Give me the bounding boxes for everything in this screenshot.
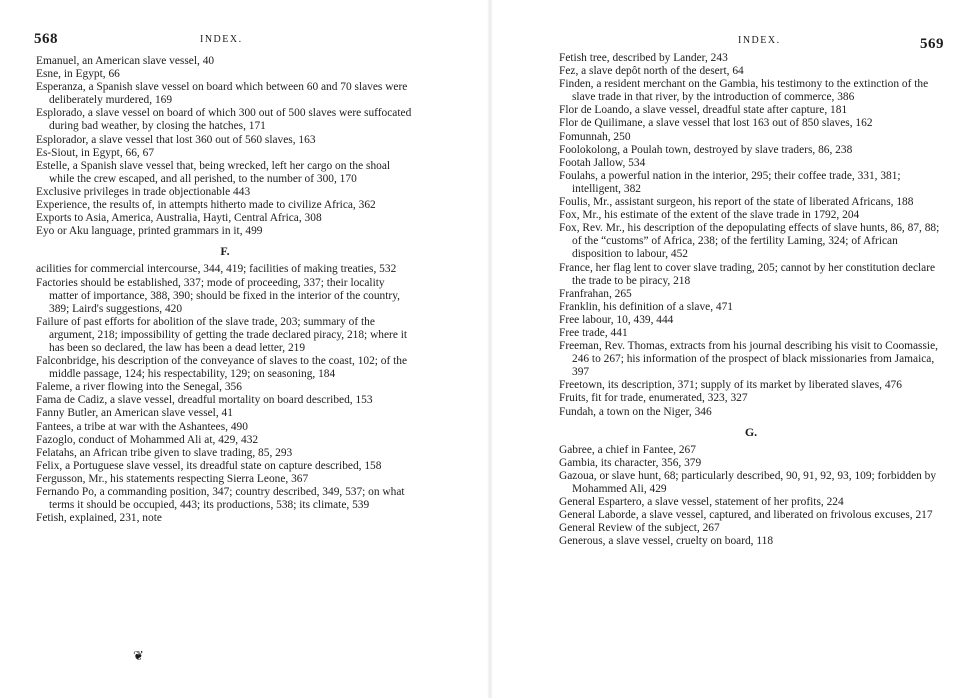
index-entry: Felatahs, an African tribe given to slave trading, 85, 293 (36, 446, 293, 459)
index-entry: Fomunnah, 250 (559, 130, 631, 143)
index-entry: General Espartero, a slave vessel, statement of her profits, 224 (559, 496, 844, 509)
index-entry: Free trade, 441 (559, 326, 628, 339)
index-entry: Fergusson, Mr., his statements respecting Sierra Leone, 367 (36, 472, 309, 485)
index-column-left (36, 55, 414, 525)
index-entry: Freeman, Rev. Thomas, extracts from his journal describing his visit to Coomassie, 246 to 267; his information of the prospect of black missionaries from Jamaica, 397 (559, 340, 938, 379)
index-entry: Fetish, explained, 231, note (36, 512, 162, 525)
index-entry: Esplorado, a slave vessel on board of which 300 out of 500 slaves were suffocated during bad weather, by closing the hatches, 171 (36, 107, 412, 133)
ink-mark-icon: ❦ (133, 648, 144, 663)
index-entry: Flor de Loando, a slave vessel, dreadful state after capture, 181 (559, 104, 848, 117)
index-entry: Esne, in Egypt, 66 (36, 68, 120, 81)
index-entry: Failure of past efforts for abolition of the slave trade, 203; summary of the argument, 218; impossibility of getting the trade declared piracy, 218; where it has been so declared, the law has been a dead letter, 219 (36, 315, 408, 354)
index-entry: Esperanza, a Spanish slave vessel on board which between 60 and 70 slaves were deliberately murdered, 169 (36, 81, 408, 107)
index-entry: Fantees, a tribe at war with the Ashantees, 490 (36, 420, 248, 433)
entry-list (36, 263, 414, 525)
right-page (490, 0, 980, 698)
index-entry: Foulis, Mr., assistant surgeon, his report of the state of liberated Africans, 188 (559, 196, 914, 209)
index-column-right (559, 52, 943, 548)
index-entry: Experience, the results of, in attempts hitherto made to civilize Africa, 362 (36, 199, 376, 212)
index-entry: Exports to Asia, America, Australia, Hayti, Central Africa, 308 (36, 212, 322, 225)
index-entry: Fazoglo, conduct of Mohammed Ali at, 429, 432 (36, 433, 259, 446)
index-entry: France, her flag lent to cover slave trading, 205; cannot by her constitution declare the trade to be piracy, 218 (559, 261, 936, 287)
index-entry: Foolokolong, a Poulah town, destroyed by slave traders, 86, 238 (559, 143, 853, 156)
index-entry: Franklin, his definition of a slave, 471 (559, 300, 733, 313)
index-entry: Fox, Rev. Mr., his description of the depopulating effects of slave hunts, 86, 87, 88; of the “customs” of Africa, 238; of the fertility Laming, 324; of African disposition to labour, 452 (559, 222, 940, 261)
index-entry: Fetish tree, described by Lander, 243 (559, 52, 728, 64)
running-head: INDEX. (738, 35, 781, 46)
index-entry: Free labour, 10, 439, 444 (559, 313, 674, 326)
index-entry: Finden, a resident merchant on the Gambia, his testimony to the extinction of the slave trade in that river, by the introduction of commerce, 386 (559, 78, 929, 104)
index-entry: Faleme, a river flowing into the Senegal, 356 (36, 381, 242, 394)
index-entry: Fundah, a town on the Niger, 346 (559, 405, 712, 418)
index-entry: acilities for commercial intercourse, 344, 419; facilities of making treaties, 532 (36, 263, 397, 276)
index-entry: General Review of the subject, 267 (559, 522, 720, 535)
section-heading-f: F. (220, 244, 230, 259)
index-entry: Falconbridge, his description of the conveyance of slaves to the coast, 102; of the middle passage, 124; his respectability, 129; on seasoning, 184 (36, 355, 408, 381)
index-entry: Factories should be established, 337; mode of proceeding, 337; their locality matter of importance, 388, 390; should be fixed in the interior of the country, 389; Laird's suggestions, 420 (36, 276, 401, 315)
running-head: INDEX. (200, 34, 243, 45)
index-entry: Fernando Po, a commanding position, 347; country described, 349, 537; on what terms it should be occupied, 443; its productions, 538; its climate, 539 (36, 486, 405, 512)
index-entry: Freetown, its description, 371; supply of its market by liberated slaves, 476 (559, 379, 902, 392)
index-entry: Gambia, its character, 356, 379 (559, 456, 702, 469)
index-entry: Flor de Quilimane, a slave vessel that lost 163 out of 850 slaves, 162 (559, 117, 873, 130)
index-entry: Foulahs, a powerful nation in the interior, 295; their coffee trade, 331, 381; intelligent, 382 (559, 169, 901, 195)
index-entry: Gabree, a chief in Fantee, 267 (559, 443, 696, 456)
index-entry: Gazoua, or slave hunt, 68; particularly described, 90, 91, 92, 93, 109; forbidden by Mohammed Ali, 429 (559, 469, 937, 495)
index-entry: Fox, Mr., his estimate of the extent of the slave trade in 1792, 204 (559, 209, 860, 222)
index-entry: Fama de Cadiz, a slave vessel, dreadful mortality on board described, 153 (36, 394, 373, 407)
index-entry: General Laborde, a slave vessel, captured, and liberated on frivolous excuses, 217 (559, 509, 933, 522)
page-number: 569 (920, 36, 944, 52)
index-entry: Footah Jallow, 534 (559, 156, 646, 169)
entry-list (36, 55, 414, 238)
index-entry: Felix, a Portuguese slave vessel, its dreadful state on capture described, 158 (36, 459, 382, 472)
entry-list (559, 444, 943, 549)
index-entry: Es-Siout, in Egypt, 66, 67 (36, 146, 155, 159)
index-entry: Fanny Butler, an American slave vessel, 41 (36, 407, 233, 420)
index-entry: Emanuel, an American slave vessel, 40 (36, 55, 215, 67)
section-heading-g: G. (744, 424, 758, 439)
index-entry: Fruits, fit for trade, enumerated, 323, 327 (559, 392, 748, 405)
index-entry: Exclusive privileges in trade objectionable 443 (36, 185, 251, 198)
index-entry: Generous, a slave vessel, cruelty on board, 118 (559, 535, 774, 548)
index-entry: Fez, a slave depôt north of the desert, 64 (559, 65, 744, 78)
entry-list (559, 52, 943, 419)
index-entry: Franfrahan, 265 (559, 287, 632, 300)
index-entry: Esplorador, a slave vessel that lost 360 out of 560 slaves, 163 (36, 133, 316, 146)
index-entry: Estelle, a Spanish slave vessel that, being wrecked, left her cargo on the shoal while the crew escaped, and all perished, to the number of 300, 170 (36, 159, 391, 185)
page-number: 568 (34, 31, 58, 47)
index-entry: Eyo or Aku language, printed grammars in it, 499 (36, 225, 263, 238)
